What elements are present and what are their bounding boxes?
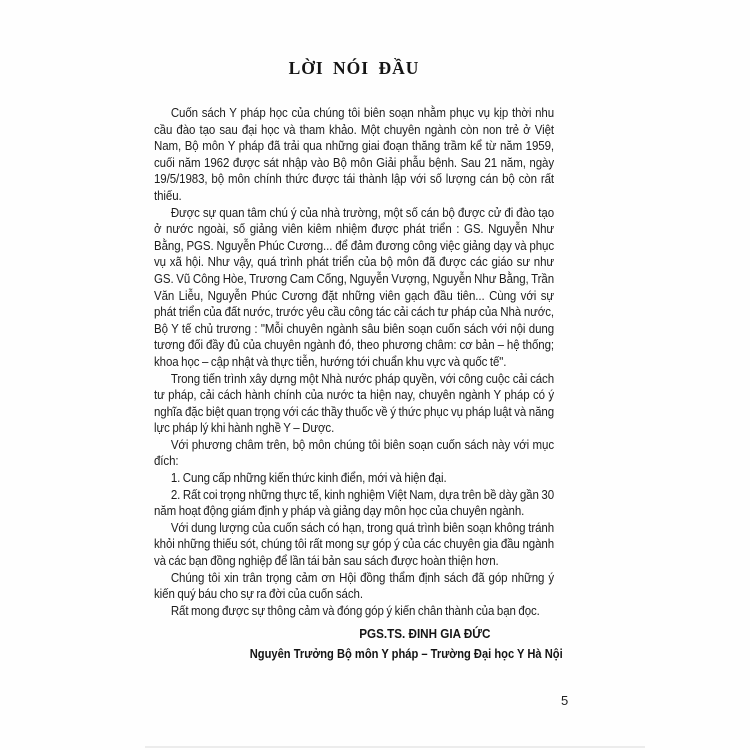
page-title: LỜI NÓI ĐẦU xyxy=(288,58,420,78)
paragraph-purpose-item-1: 1. Cung cấp những kiến thức kinh điển, mới và hiện đại. xyxy=(170,470,447,486)
paragraph-limitations: Với dung lượng của cuốn sách có hạn, trong quá trình biên soạn không tránh khỏi những thiếu sót, chúng tôi rất mong sự góp ý của các chuyên gia đầu ngành và các bạn đồng nghiệp để lần tái bản sau sách được hoàn thiện hơn. xyxy=(154,519,555,569)
signature-block xyxy=(154,626,563,662)
signature-name: PGS.TS. ĐINH GIA ĐỨC xyxy=(359,626,491,642)
paragraph-significance: Trong tiến trình xây dựng một Nhà nước pháp quyền, với công cuộc cải cách tư pháp, cải cách hành chính của nước ta hiện nay, chuyên ngành Y pháp có ý nghĩa đặc biệt quan trọng với các thầy thuốc về ý thức phục vụ pháp luật và năng lực pháp lý khi hành nghề Y – Dược. xyxy=(154,370,555,436)
body-text-block xyxy=(154,105,563,662)
paragraph-purpose-item-2: 2. Rất coi trọng những thực tế, kinh nghiệm Việt Nam, dựa trên bề dày gần 30 năm hoạt động giám định y pháp và giảng dạy môn học của chuyên ngành. xyxy=(154,486,555,519)
paragraph-history: Được sự quan tâm chú ý của nhà trường, một số cán bộ được cử đi đào tạo ở nước ngoài, số giảng viên kiêm nhiệm được phát triển : GS. Nguyễn Như Bằng, PGS. Nguyễn Phúc Cương... để đảm đương công việc giảng dạy và phục vụ xã hội. Như vậy, quá trình phát triển của bộ môn đã được các giáo sư như GS. Vũ Công Hòe, Trương Cam Cống, Nguyễn Vượng, Nguyễn Như Bằng, Trần Văn Liễu, Nguyễn Phúc Cương đặt những viên gạch đầu tiên... Cùng với sự phát triển của đất nước, trước yêu cầu công tác cải cách tư pháp của Nhà nước, Bộ Y tế chủ trương : "Mỗi chuyên ngành sâu biên soạn cuốn sách với nội dung tương đối đầy đủ của chuyên ngành đó, theo phương châm: cơ bản – hệ thống; khoa học – cập nhật và thực tiễn, hướng tới chuẩn khu vực và quốc tế". xyxy=(154,204,555,369)
page-content xyxy=(154,58,563,662)
paragraph-intro: Cuốn sách Y pháp học của chúng tôi biên soạn nhằm phục vụ kịp thời nhu cầu đào tạo sau đại học và tham khảo. Một chuyên ngành còn non trẻ ở Việt Nam, Bộ môn Y pháp đã trải qua những giai đoạn thăng trầm kể từ năm 1959, cuối năm 1962 được sát nhập vào Bộ môn Giải phẫu bệnh. Sau 21 năm, ngày 19/5/1983, bộ môn chính thức được tái thành lập với số lượng cán bộ còn rất thiếu. xyxy=(154,105,555,203)
signature-affiliation: Nguyên Trưởng Bộ môn Y pháp – Trường Đại học Y Hà Nội xyxy=(249,647,563,662)
paragraph-closing: Rất mong được sự thông cảm và đóng góp ý kiến chân thành của bạn đọc. xyxy=(170,602,540,618)
paragraph-purpose-lead: Với phương châm trên, bộ môn chúng tôi biên soạn cuốn sách này với mục đích: xyxy=(154,436,555,469)
page-number: 5 xyxy=(561,693,569,708)
paragraph-thanks: Chúng tôi xin trân trọng cảm ơn Hội đồng thẩm định sách đã góp những ý kiến quý báu cho sự ra đời của cuốn sách. xyxy=(154,569,555,602)
page-bottom-edge-line xyxy=(145,746,645,748)
